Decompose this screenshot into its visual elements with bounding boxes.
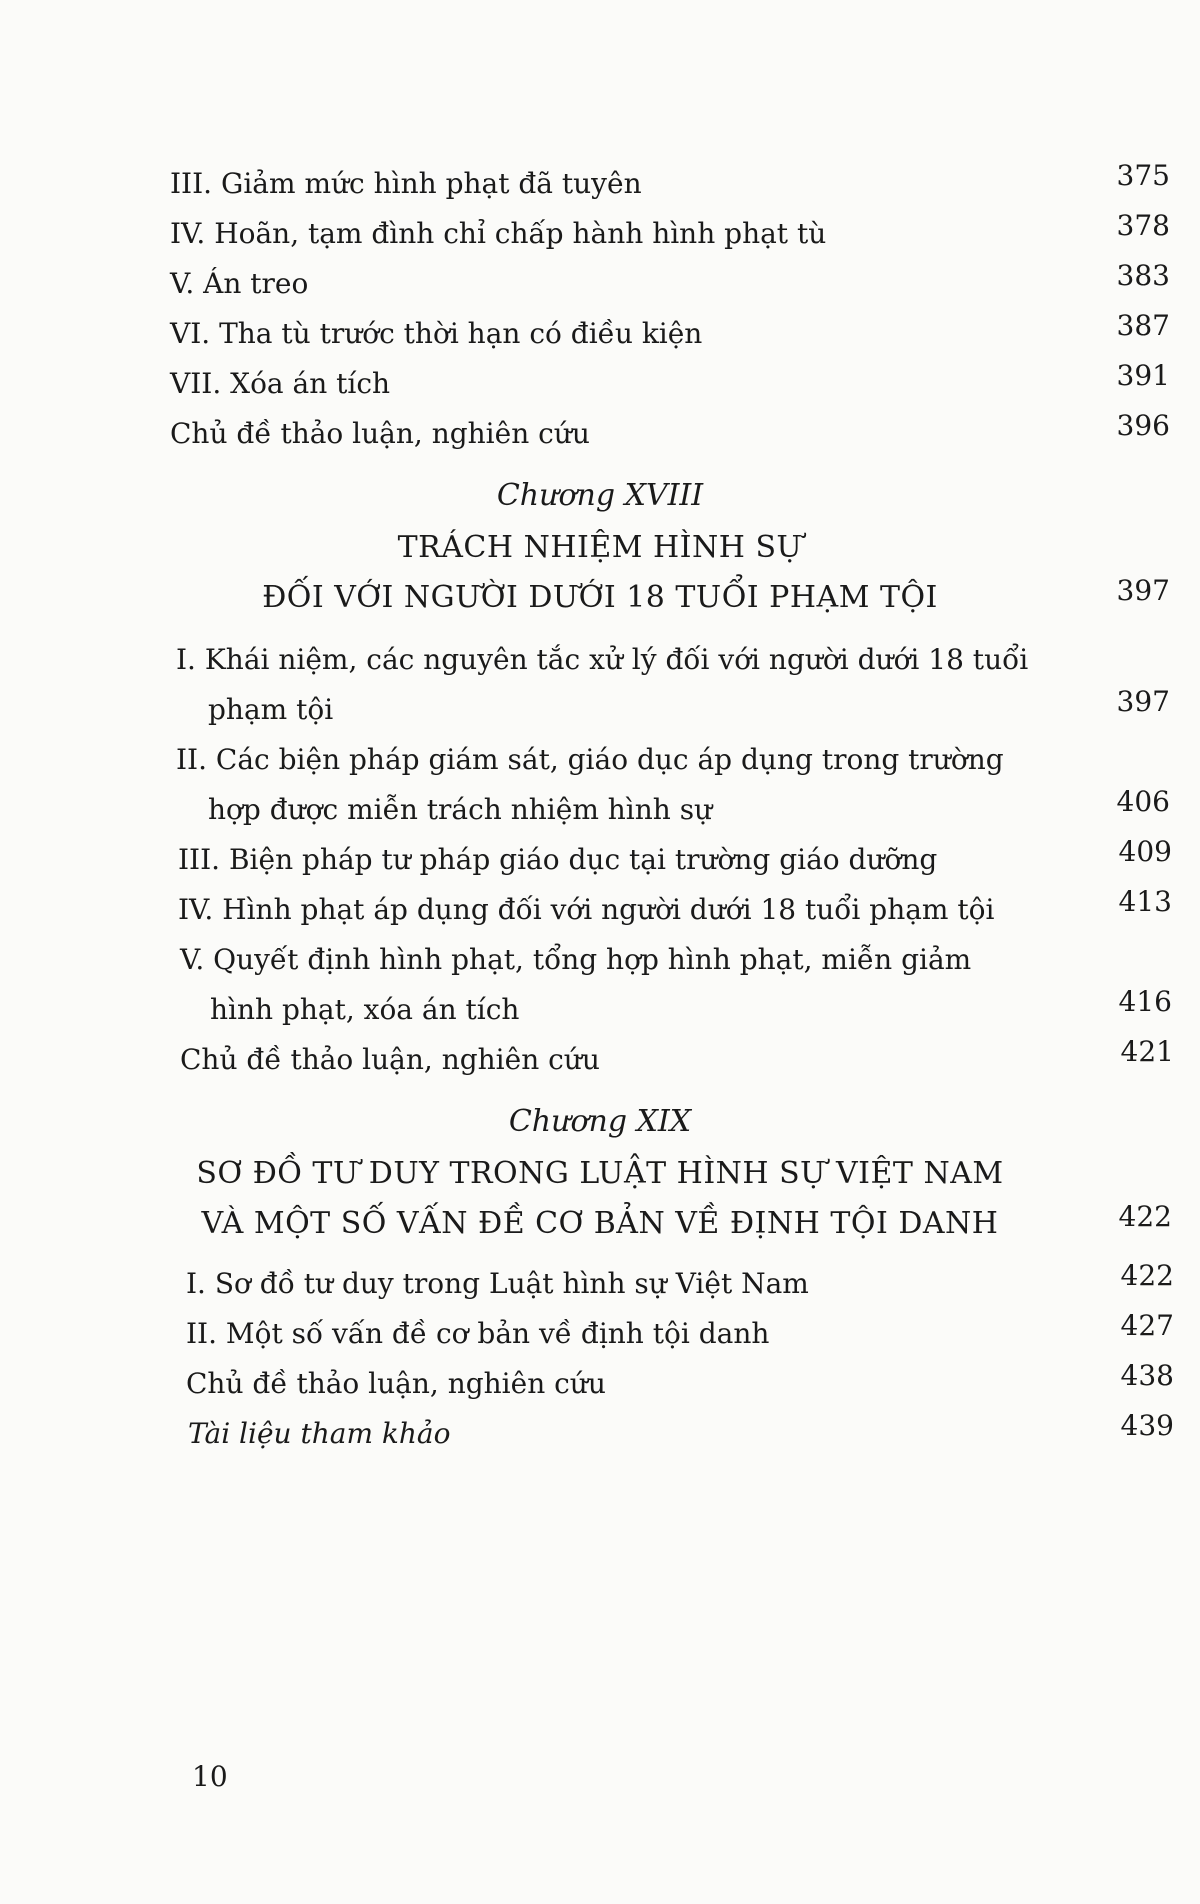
toc-entry-title: hợp được miễn trách nhiệm hình sự xyxy=(208,793,713,826)
toc-entry xyxy=(170,359,1170,402)
toc-entry-page: 413 xyxy=(1118,885,1172,918)
chapter-heading-line2: ĐỐI VỚI NGƯỜI DƯỚI 18 TUỔI PHẠM TỘI xyxy=(262,580,938,615)
chapter-heading-page: 422 xyxy=(1118,1200,1172,1233)
toc-entry-page: 378 xyxy=(1116,209,1170,242)
toc-entry-page: 439 xyxy=(1120,1409,1174,1442)
toc-entry xyxy=(188,1409,1174,1452)
toc-entry-title: Chủ đề thảo luận, nghiên cứu xyxy=(170,417,590,450)
toc-entry-page: 438 xyxy=(1120,1359,1174,1392)
toc-entry-title: phạm tội xyxy=(208,693,334,726)
toc-entry-page: 387 xyxy=(1116,309,1170,342)
toc-entry xyxy=(170,309,1170,352)
toc-entry-title: Chủ đề thảo luận, nghiên cứu xyxy=(186,1367,606,1400)
toc-entry-page: 391 xyxy=(1116,359,1170,392)
toc-entry xyxy=(176,744,1176,778)
toc-entry-page: 427 xyxy=(1120,1309,1174,1342)
toc-entry-page: 375 xyxy=(1116,159,1170,192)
toc-entry-continuation xyxy=(208,785,1170,828)
toc-entry xyxy=(170,209,1170,252)
chapter-heading-line1: SƠ ĐỒ TƯ DUY TRONG LUẬT HÌNH SỰ VIỆT NAM xyxy=(196,1156,1004,1191)
toc-entry-page: 421 xyxy=(1120,1035,1174,1068)
toc-entry-title: V. Án treo xyxy=(170,267,309,300)
toc-entry-page: 383 xyxy=(1116,259,1170,292)
toc-entry xyxy=(186,1259,1174,1302)
toc-entry xyxy=(180,944,1180,978)
toc-entry-title: I. Khái niệm, các nguyên tắc xử lý đối với người dưới 18 tuổi xyxy=(176,643,1029,676)
toc-entry-title: III. Biện pháp tư pháp giáo dục tại trường giáo dưỡng xyxy=(178,843,938,876)
chapter-label: Chương XIX xyxy=(508,1104,692,1139)
toc-entry-title: II. Các biện pháp giám sát, giáo dục áp dụng trong trường xyxy=(176,743,1004,776)
chapter-heading-line1: TRÁCH NHIỆM HÌNH SỰ xyxy=(397,530,803,565)
toc-entry-title: Tài liệu tham khảo xyxy=(188,1417,451,1450)
toc-entry xyxy=(176,644,1176,678)
toc-entry xyxy=(180,1035,1174,1078)
toc-entry xyxy=(186,1359,1174,1402)
chapter-label: Chương XVIII xyxy=(496,478,704,513)
toc-entry-title: I. Sơ đồ tư duy trong Luật hình sự Việt Nam xyxy=(186,1267,809,1300)
toc-entry xyxy=(170,409,1170,452)
toc-entry xyxy=(186,1309,1174,1352)
toc-entry-title: IV. Hình phạt áp dụng đối với người dưới 18 tuổi phạm tội xyxy=(178,893,995,926)
toc-entry xyxy=(178,885,1172,928)
toc-entry-title: III. Giảm mức hình phạt đã tuyên xyxy=(170,167,642,200)
page-number: 10 xyxy=(192,1760,228,1793)
toc-entry-title: II. Một số vấn đề cơ bản về định tội danh xyxy=(186,1317,770,1350)
toc-entry-continuation xyxy=(208,685,1170,728)
toc-entry-title: VII. Xóa án tích xyxy=(170,367,391,400)
toc-entry-page: 422 xyxy=(1120,1259,1174,1292)
toc-entry-page: 406 xyxy=(1116,785,1170,818)
chapter-heading-line2: VÀ MỘT SỐ VẤN ĐỀ CƠ BẢN VỀ ĐỊNH TỘI DANH xyxy=(201,1206,999,1241)
toc-entry-title: V. Quyết định hình phạt, tổng hợp hình phạt, miễn giảm xyxy=(180,943,972,976)
toc-entry-continuation xyxy=(210,985,1172,1028)
toc-entry xyxy=(170,159,1170,202)
toc-entry xyxy=(178,835,1172,878)
chapter-heading-page: 397 xyxy=(1116,574,1170,607)
toc-entry-title: Chủ đề thảo luận, nghiên cứu xyxy=(180,1043,600,1076)
toc-entry-page: 416 xyxy=(1118,985,1172,1018)
toc-entry-page: 397 xyxy=(1116,685,1170,718)
toc-entry xyxy=(170,259,1170,302)
toc-entry-title: VI. Tha tù trước thời hạn có điều kiện xyxy=(170,317,703,350)
toc-entry-page: 409 xyxy=(1118,835,1172,868)
toc-entry-title: IV. Hoãn, tạm đình chỉ chấp hành hình phạt tù xyxy=(170,217,827,250)
toc-entry-title: hình phạt, xóa án tích xyxy=(210,993,520,1026)
toc-entry-page: 396 xyxy=(1116,409,1170,442)
